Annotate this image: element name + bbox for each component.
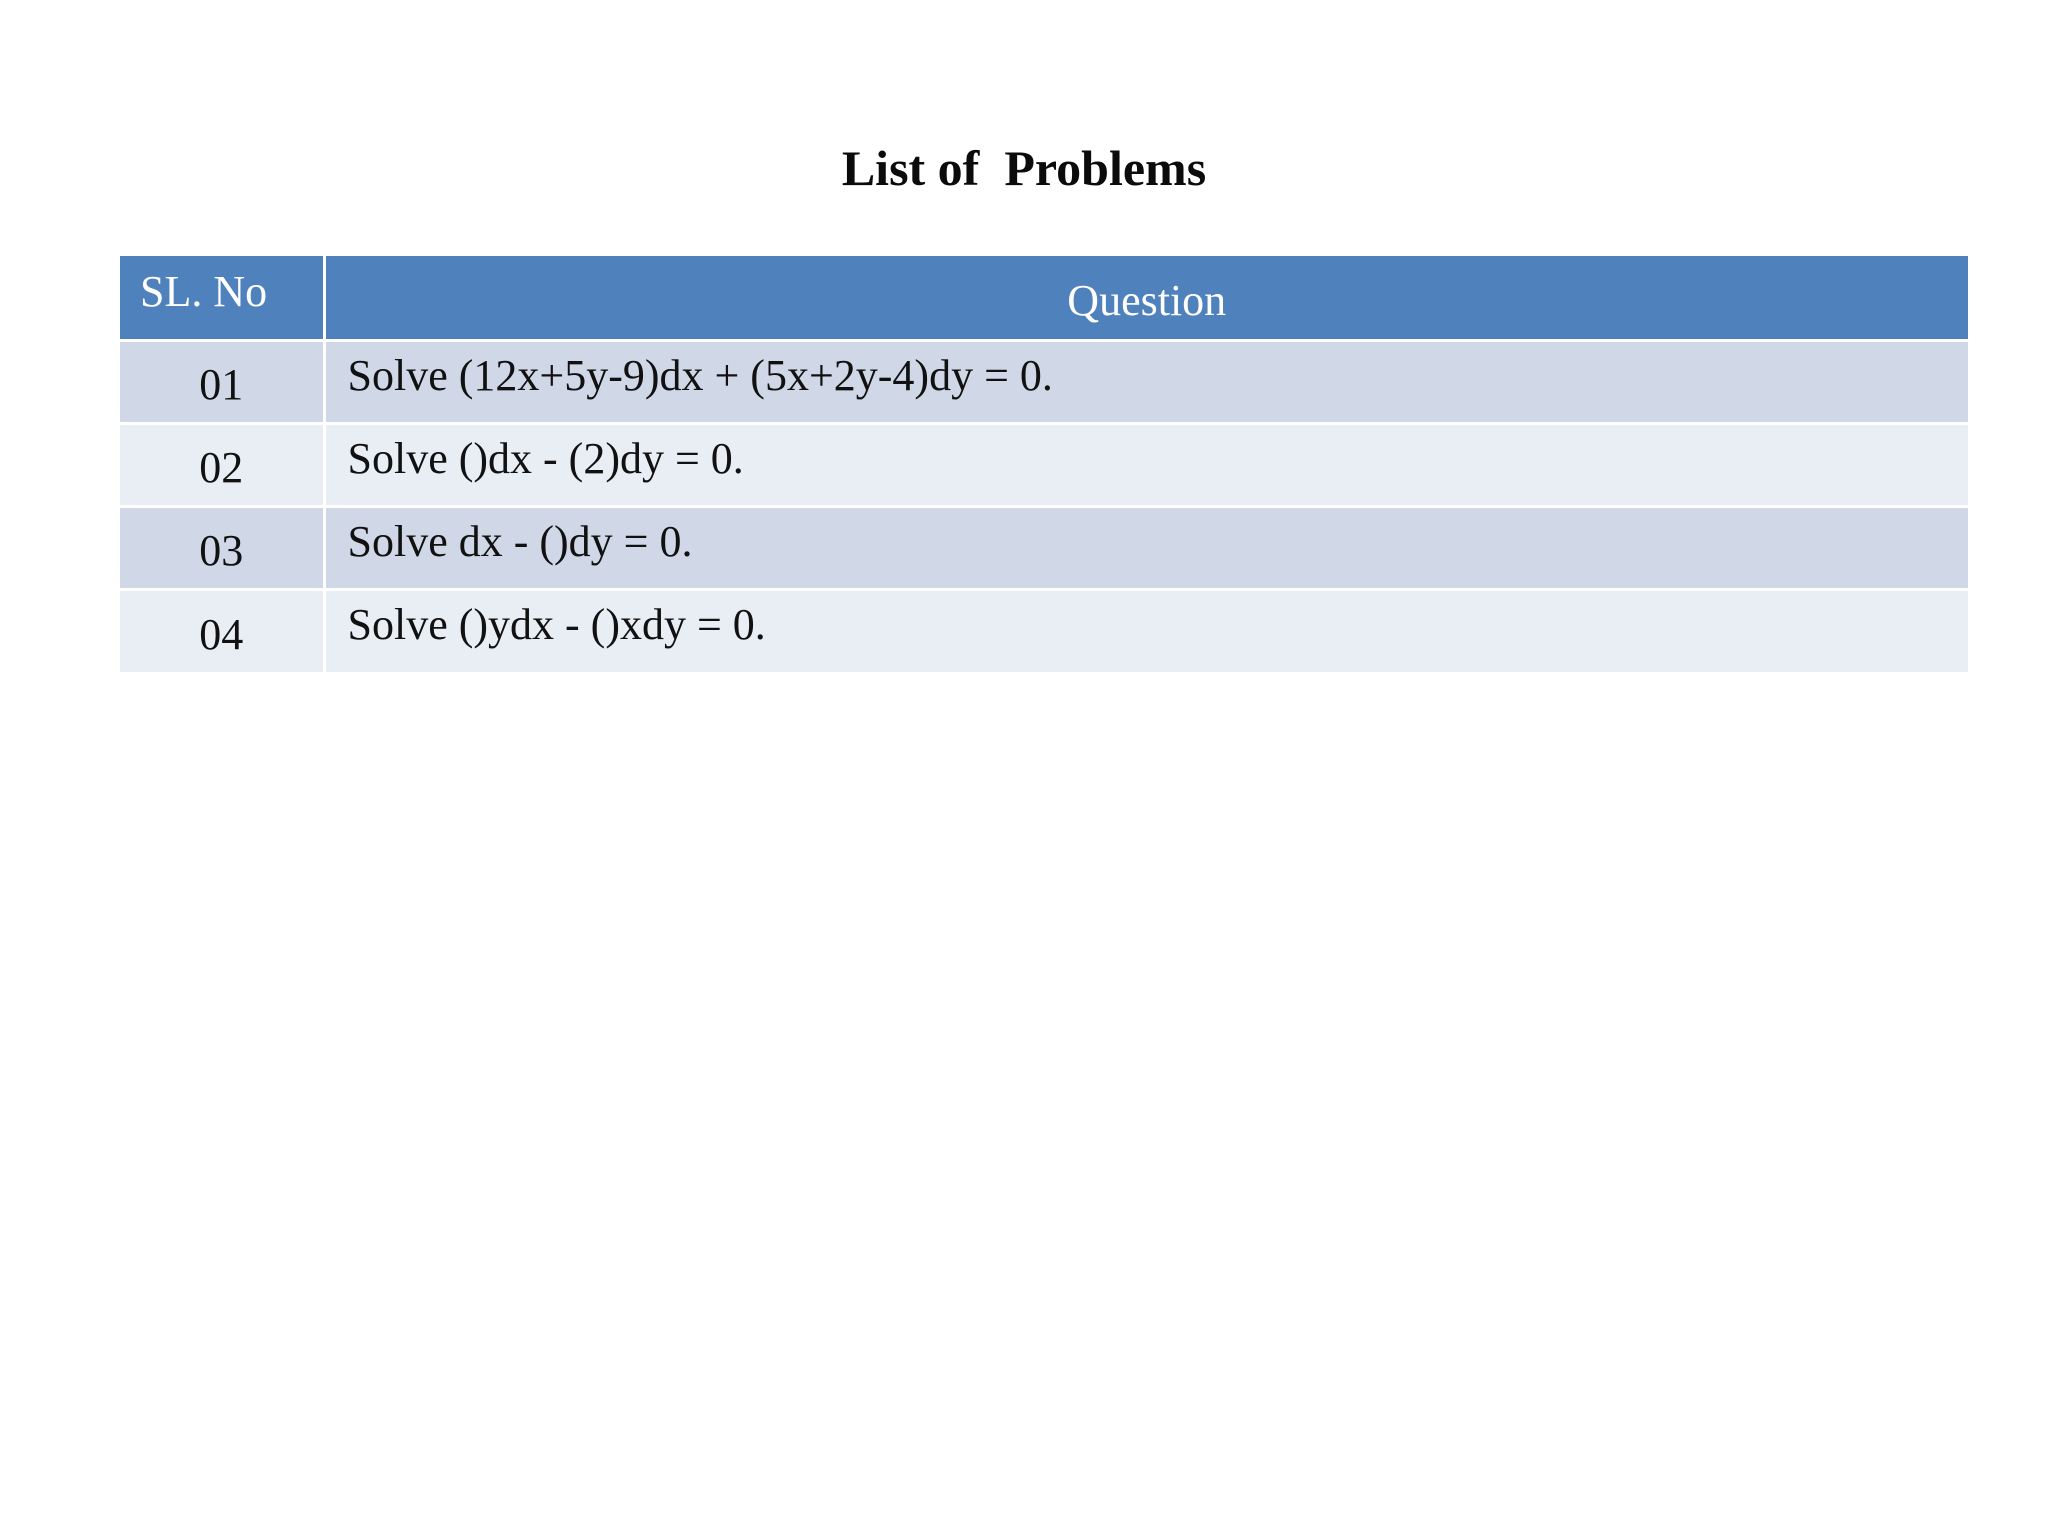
- column-header-sl-no: SL. No: [120, 256, 324, 340]
- problems-table: [120, 256, 1968, 672]
- question-cell: Solve ()ydx - ()xdy = 0.: [324, 589, 1968, 672]
- sl-no-cell: 01: [120, 340, 324, 423]
- table-row: [120, 589, 1968, 672]
- sl-no-cell: 02: [120, 423, 324, 506]
- sl-no-cell: 03: [120, 506, 324, 589]
- table-header-row: [120, 256, 1968, 340]
- question-cell: Solve ()dx - (2)dy = 0.: [324, 423, 1968, 506]
- question-cell: Solve dx - ()dy = 0.: [324, 506, 1968, 589]
- sl-no-cell: 04: [120, 589, 324, 672]
- question-cell: Solve (12x+5y-9)dx + (5x+2y-4)dy = 0.: [324, 340, 1968, 423]
- table-row: [120, 423, 1968, 506]
- table-row: [120, 340, 1968, 423]
- slide-title: List of Problems: [841, 140, 1207, 196]
- table-row: [120, 506, 1968, 589]
- column-header-question: Question: [324, 256, 1968, 340]
